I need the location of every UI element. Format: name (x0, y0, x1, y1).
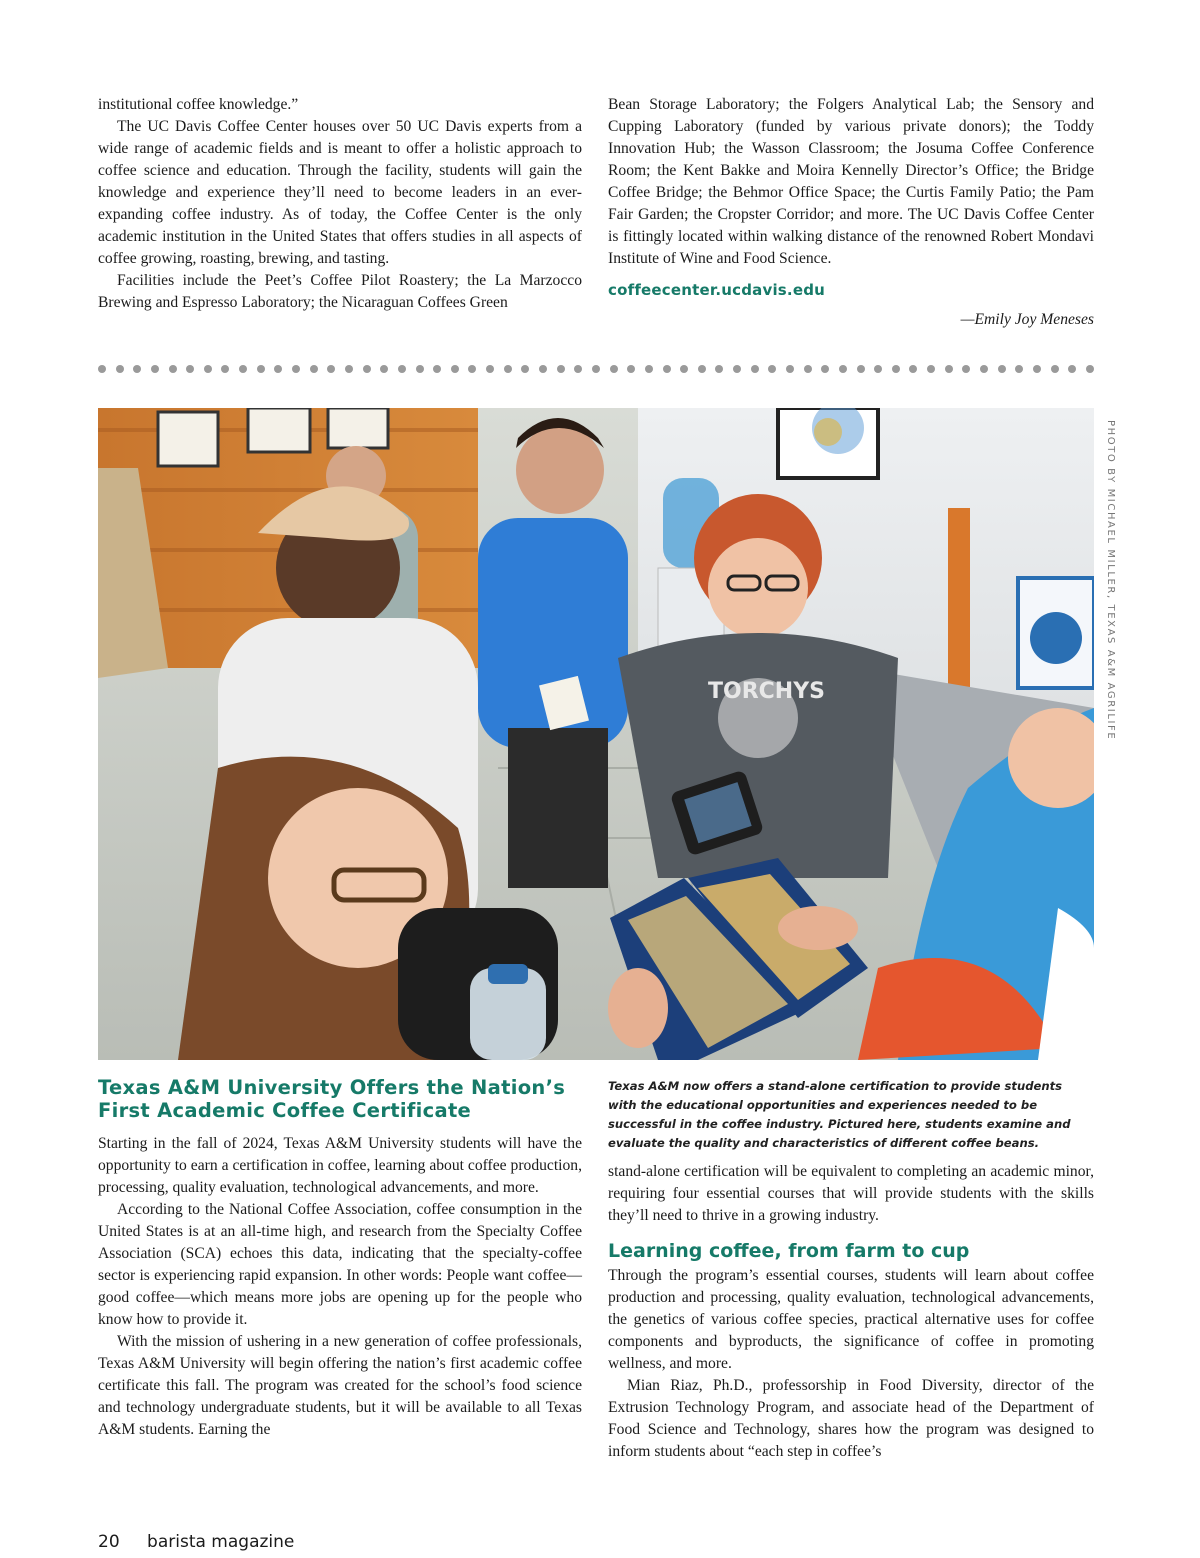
divider-dot (804, 365, 812, 373)
paragraph: Starting in the fall of 2024, Texas A&M University students will have the opportunity to earn a certification in coffee, learning about coffee production, processing, quality evaluation, technological advancements, and more. (98, 1135, 582, 1196)
divider-dot (292, 365, 300, 373)
divider-dot (133, 365, 141, 373)
divider-dot (592, 365, 600, 373)
divider-dot (768, 365, 776, 373)
divider-dot (239, 365, 247, 373)
section-subhead: Learning coffee, from farm to cup (608, 1240, 970, 1262)
divider-dot (433, 365, 441, 373)
divider-dot (539, 365, 547, 373)
divider-dot (486, 365, 494, 373)
divider-dot (680, 365, 688, 373)
divider-dot (733, 365, 741, 373)
article-headline (98, 1076, 588, 1122)
magazine-name: barista magazine (147, 1532, 295, 1552)
divider-dot (363, 365, 371, 373)
divider-dot (892, 365, 900, 373)
divider-dot (698, 365, 706, 373)
paragraph: stand-alone certification will be equivalent to completing an academic minor, requiring four essential courses that will provide students with the skills they’ll need to thrive in a growing industry. (608, 1163, 1094, 1224)
photo-caption: Texas A&M now offers a stand-alone certification to provide students with the educational opportunities and experiences needed to be successful in the coffee industry. Pictured here, students examine and evaluate the quality and characteristics of different coffee beans. (608, 1079, 1071, 1150)
divider-dot (521, 365, 529, 373)
divider-dot (116, 365, 124, 373)
divider-dot (310, 365, 318, 373)
divider-dot (468, 365, 476, 373)
paragraph: Mian Riaz, Ph.D., professorship in Food Diversity, director of the Extrusion Technology Program, and associate head of the Department of Food Science and Technology, shares how the program was designed to inform students about “each step in coffee’s (608, 1377, 1094, 1460)
paragraph: With the mission of ushering in a new generation of coffee professionals, Texas A&M University will begin offering the nation’s first academic coffee certificate this fall. The program was created for the school’s food science and technology undergraduate students, but it will be available to all Texas A&M students. Earning the (98, 1333, 582, 1438)
divider-dot (151, 365, 159, 373)
paragraph: The UC Davis Coffee Center houses over 50 UC Davis experts from a wide range of academic fields and is meant to offer a holistic approach to coffee science and education. Through the facility, students will gain the knowledge and experience they’ll need to become leaders in an ever-expanding coffee industry. As of today, the Coffee Center is the only academic institution in the United States that offers studies in all aspects of coffee growing, roasting, brewing, and tasting. (98, 118, 582, 267)
divider-dot (204, 365, 212, 373)
paragraph: Bean Storage Laboratory; the Folgers Analytical Lab; the Sensory and Cupping Laboratory (funded by various private donors); the Toddy Innovation Hub; the Wasson Classroom; the Josuma Coffee Conference Room; the Kent Bakke and Moira Kennelly Director’s Office; the Bridge Coffee Bridge; the Behmor Office Space; the Curtis Family Patio; the Pam Fair Garden; the Cropster Corridor; and more. The UC Davis Coffee Center is fittingly located within walking distance of the renowned Robert Mondavi Institute of Wine and Food Science. (608, 96, 1094, 267)
page-number: 20 (98, 1532, 120, 1552)
divider-dot (786, 365, 794, 373)
divider-dot (998, 365, 1006, 373)
divider-dot (945, 365, 953, 373)
divider-dot (1033, 365, 1041, 373)
page-folio (98, 1532, 294, 1552)
divider-dot (715, 365, 723, 373)
divider-dot (398, 365, 406, 373)
divider-dot (645, 365, 653, 373)
divider-dot (962, 365, 970, 373)
divider-dot (186, 365, 194, 373)
divider-dot (627, 365, 635, 373)
divider-dot (504, 365, 512, 373)
divider-dot (857, 365, 865, 373)
divider-dot (380, 365, 388, 373)
divider-dot (557, 365, 565, 373)
divider-dot (909, 365, 917, 373)
website-link[interactable]: coffeecenter.ucdavis.edu (608, 281, 826, 299)
divider-dot (274, 365, 282, 373)
divider-dot (451, 365, 459, 373)
bottom-left-column (98, 1133, 582, 1441)
divider-dot (821, 365, 829, 373)
divider-dot (574, 365, 582, 373)
divider-dot (327, 365, 335, 373)
divider-dot (345, 365, 353, 373)
top-left-column (98, 94, 582, 314)
divider-dot (221, 365, 229, 373)
divider-dot (751, 365, 759, 373)
paragraph: Facilities include the Peet’s Coffee Pilot Roastery; the La Marzocco Brewing and Espresso Laboratory; the Nicaraguan Coffees Green (98, 272, 582, 311)
headline-line: Texas A&M University Offers the Nation’s (98, 1076, 566, 1099)
divider-dot (169, 365, 177, 373)
article-photo (98, 408, 1094, 1060)
paragraph: According to the National Coffee Association, coffee consumption in the United States is at an all-time high, and research from the Specialty Coffee Association (SCA) echoes this data, indicating that the specialty-coffee sector is experiencing rapid expansion. In other words: People want coffee—good coffee—which means more jobs are opening up for the people who know how to provide it. (98, 1201, 582, 1328)
shirt-text: TORCHYS (708, 679, 825, 704)
divider-dot (874, 365, 882, 373)
divider-dot (663, 365, 671, 373)
headline-line: First Academic Coffee Certificate (98, 1099, 472, 1122)
divider-dot (1068, 365, 1076, 373)
divider-dot (257, 365, 265, 373)
paragraph: Through the program’s essential courses, students will learn about coffee production and processing, quality evaluation, technological advancements, the genetics of various coffee species, practical alternative uses for coffee components and byproducts, the significance of coffee in promoting wellness, and more. (608, 1267, 1094, 1372)
divider-dot (839, 365, 847, 373)
author-byline: —Emily Joy Meneses (960, 311, 1094, 328)
top-right-column (608, 94, 1094, 331)
divider-dot (416, 365, 424, 373)
divider-dot (1051, 365, 1059, 373)
divider-dot (980, 365, 988, 373)
divider-dot (1015, 365, 1023, 373)
divider-dot (98, 365, 106, 373)
paragraph: institutional coffee knowledge.” (98, 96, 299, 113)
photo-credit: PHOTO BY MICHAEL MILLER, TEXAS A&M AGRILIFE (1105, 420, 1116, 741)
dotted-divider (98, 364, 1094, 374)
bottom-right-column (608, 1161, 1094, 1463)
divider-dot (927, 365, 935, 373)
divider-dot (1086, 365, 1094, 373)
divider-dot (610, 365, 618, 373)
